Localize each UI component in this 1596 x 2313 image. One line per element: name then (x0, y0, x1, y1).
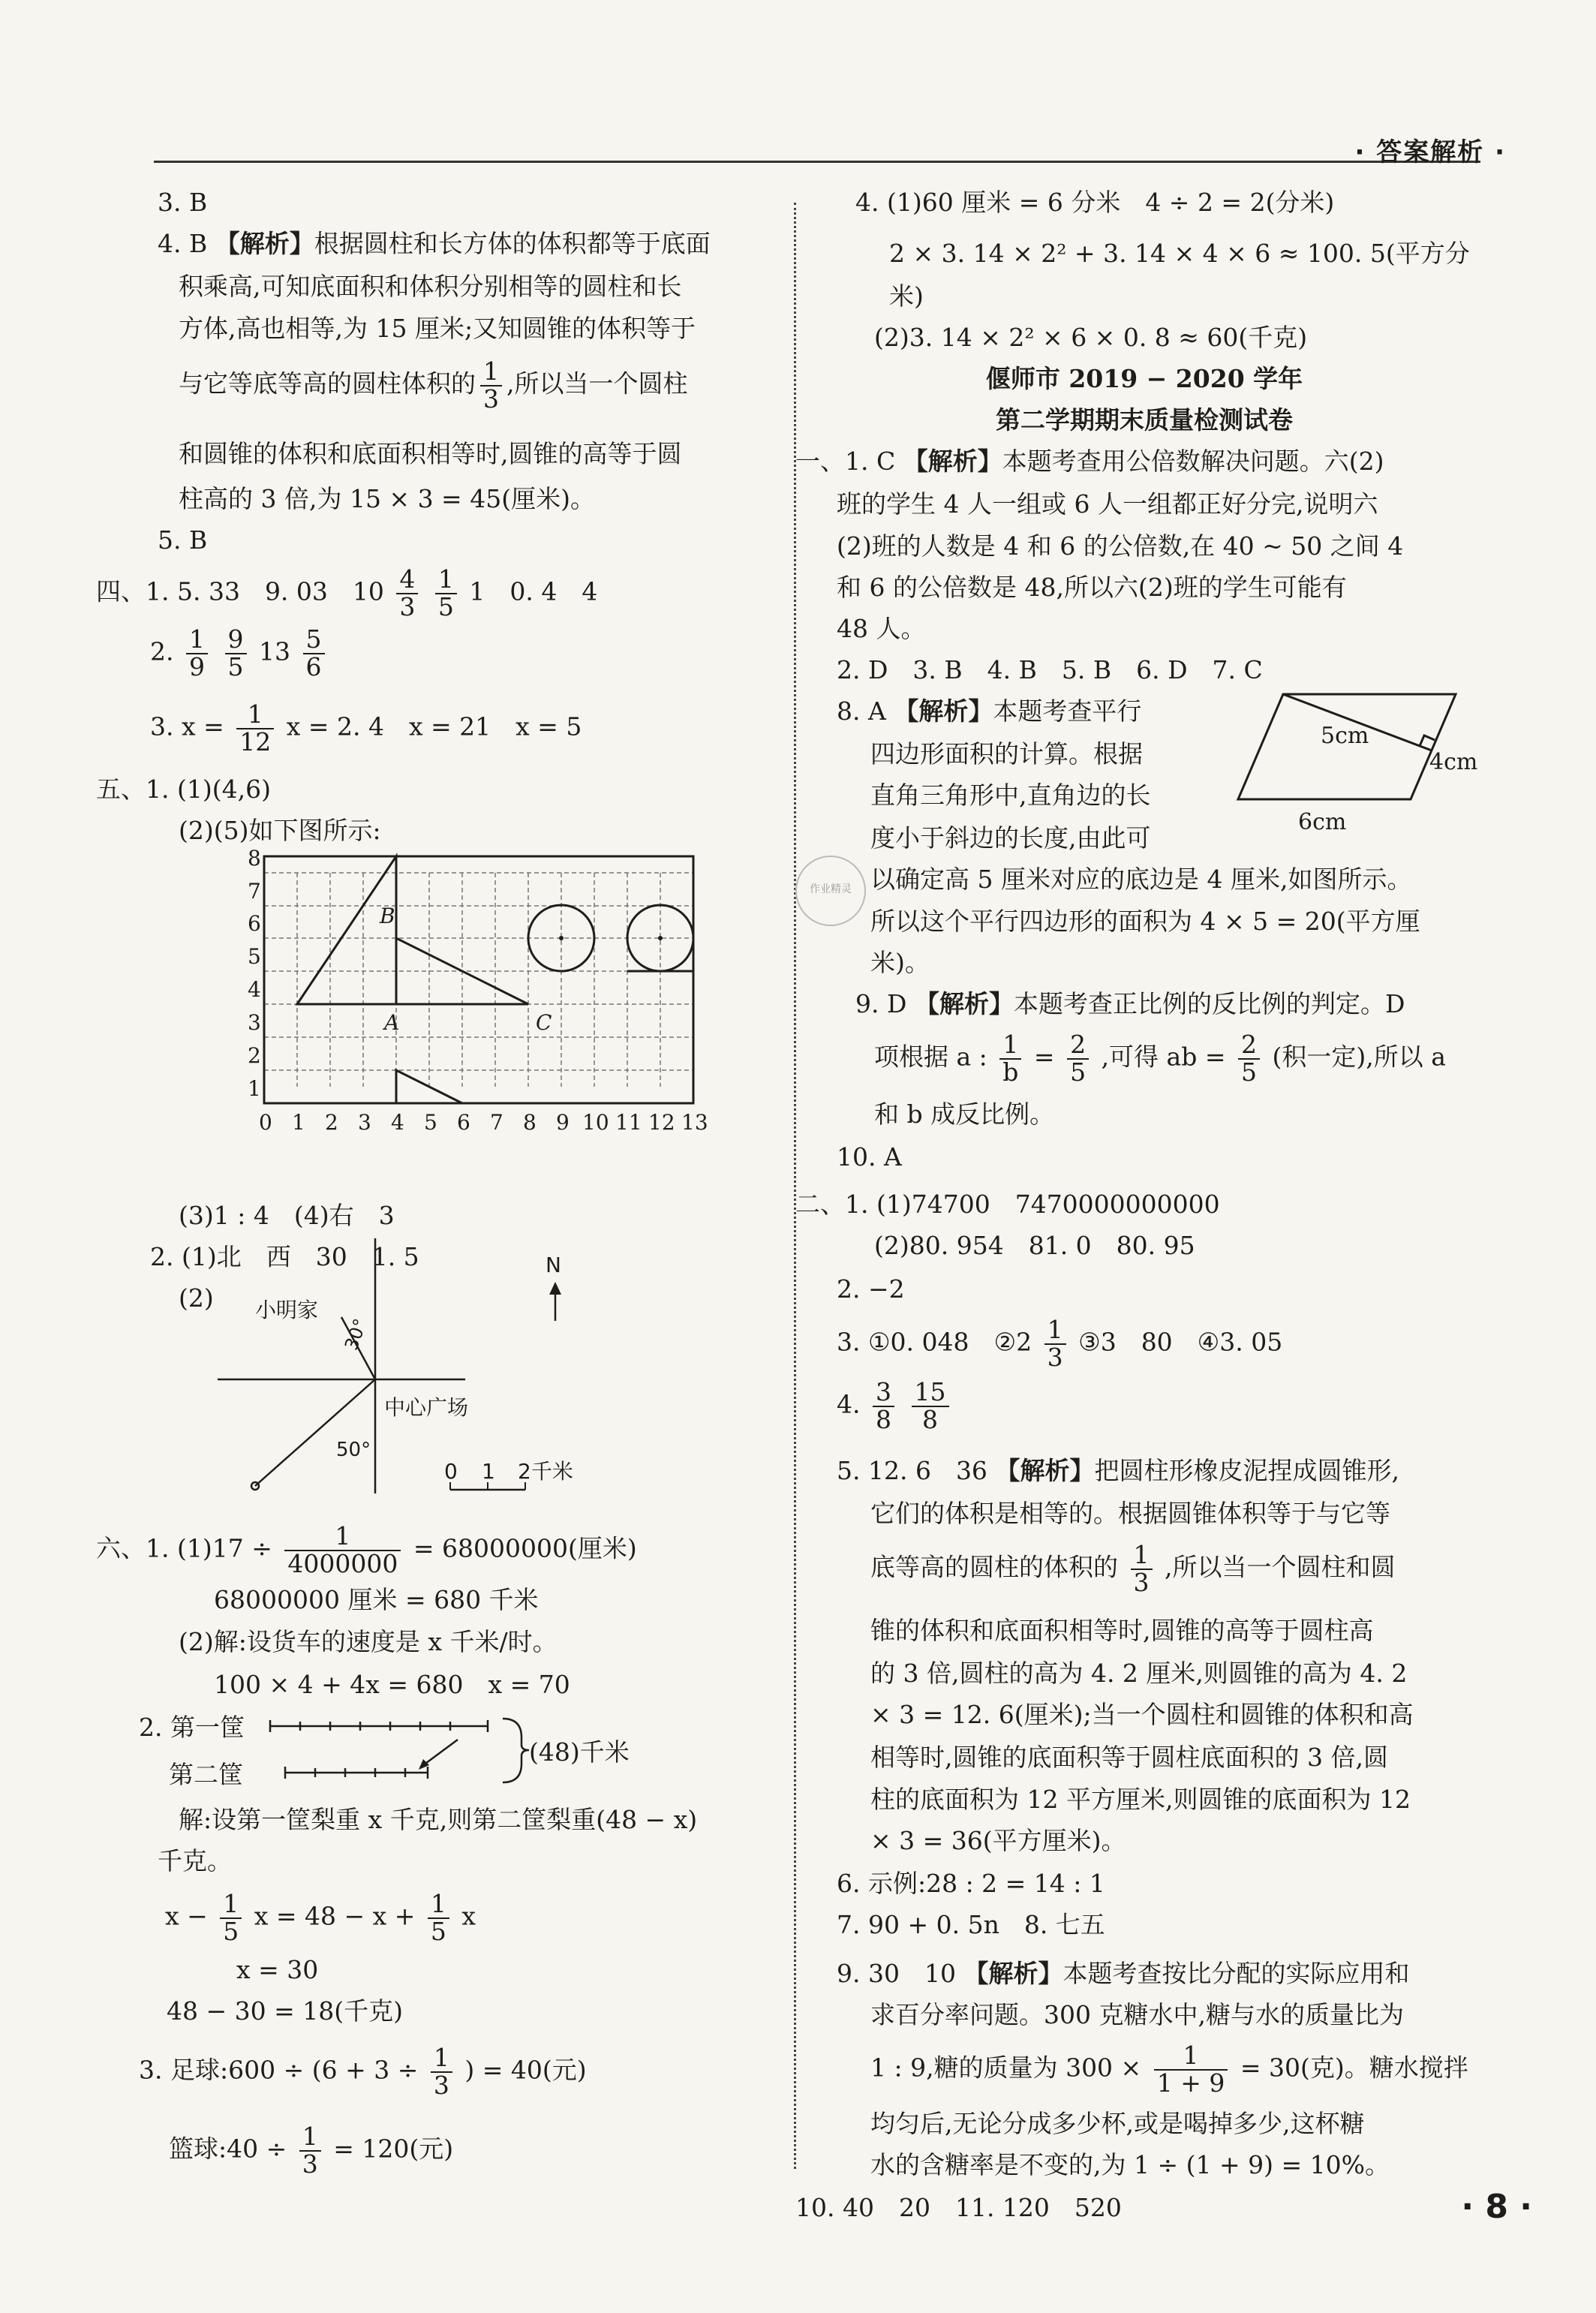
answer-4-line-3: 方体,高也相等,为 15 厘米;又知圆锥的体积等于 (179, 314, 696, 343)
column-divider (794, 203, 796, 2169)
exam-title-1: 偃师市 2019 − 2020 学年 (985, 364, 1303, 393)
section-5-q1-3: (3)1 : 4 (4)右 3 (179, 1201, 395, 1230)
y-tick: 8 (248, 848, 261, 871)
home-label: 小明家 (255, 1298, 319, 1322)
x-tick: 10 (582, 1110, 609, 1135)
exam-s2-q5-line-1: 5. 12. 6 36 【解析】把圆柱形橡皮泥捏成圆锥形, (837, 1456, 1399, 1485)
exam-q1-line-2: 班的学生 4 人一组或 6 人一组都正好分完,说明六 (837, 489, 1378, 519)
x-tick: 3 (358, 1110, 371, 1135)
page-number: · 8 · (1461, 2188, 1532, 2226)
section-5-q1-2: (2)(5)如下图所示: (179, 816, 381, 845)
y-tick: 6 (248, 911, 261, 936)
y-tick: 5 (248, 944, 261, 969)
parallelogram-figure (1223, 683, 1486, 833)
exam-s2-q9-line-4: 均匀后,无论分成多少杯,或是喝掉多少,这杯糖 (870, 2109, 1365, 2138)
x-tick: 2 (325, 1110, 338, 1135)
section-6-q2-total: (48)千米 (529, 1737, 630, 1767)
exam-q8-line-6: 所以这个平行四边形的面积为 4 × 5 = 20(平方厘 (870, 907, 1420, 936)
exam-s2-q5-line-3: 底等高的圆柱的体积的 $\frac{1}{3}$ ,所以当一个圆柱和圆 (870, 1540, 1396, 1597)
point-a-label: A (384, 1010, 400, 1035)
point-c-label: C (536, 1010, 552, 1035)
direction-map-figure (210, 1231, 630, 1516)
scale-0: 0 (444, 1459, 458, 1484)
section-4-q3: 3. x = $\frac{1}{12}$ x = 2. 4 x = 21 x = 5 (150, 699, 582, 756)
answer-4-line-2: 积乘高,可知底面积和体积分别相等的圆柱和长 (179, 272, 682, 301)
section-6-q2-label-2: 第二筐 (169, 1760, 243, 1789)
exam-q2-q7: 2. D 3. B 4. B 5. B 6. D 7. C (837, 655, 1263, 684)
exam-q10: 10. A (837, 1142, 902, 1172)
exam-q1-line-1: 一、1. C 【解析】本题考查用公倍数解决问题。六(2) (795, 447, 1384, 476)
section-4-q1: 四、1. 5. 33 9. 03 10 $\frac{4}{3}$ $\frac{1}{5}$ 1 0. 4 4 (96, 564, 598, 621)
section-6-q2-line-4: x = 30 (236, 1955, 319, 1984)
section-6-q2-line-2: 千克。 (158, 1846, 232, 1875)
x-tick: 4 (391, 1110, 404, 1135)
x-tick: 8 (523, 1110, 537, 1135)
length-4cm: 4cm (1429, 749, 1478, 775)
section-6-q2-line-3: x − $\frac{1}{5}$ x = 48 − x + $\frac{1}{5}$ x (165, 1889, 476, 1946)
section-6-q1-2: 68000000 厘米 = 680 千米 (214, 1585, 539, 1614)
section-6-q2-label-1: 2. 第一筐 (139, 1713, 245, 1742)
exam-s2-q5-line-9: × 3 = 36(平方厘米)。 (870, 1826, 1126, 1855)
answer-4-line-1: 4. B 【解析】根据圆柱和长方体的体积都等于底面 (158, 229, 711, 258)
exam-s2-q9-line-5: 水的含糖率是不变的,为 1 ÷ (1 + 9) = 10%。 (870, 2150, 1390, 2179)
triangle-scaled (396, 1070, 462, 1103)
length-5cm: 5cm (1321, 723, 1369, 749)
exam-s2-q9-line-3: 1 : 9,糖的质量为 300 × $\frac{1}{1 + 9}$ = 30(克)。糖水搅拌 (870, 2041, 1468, 2098)
y-tick: 7 (248, 879, 261, 904)
scale-1: 1 (482, 1459, 495, 1484)
x-tick: 1 (292, 1110, 305, 1135)
point-b-label: B (380, 904, 395, 928)
coordinate-grid-figure (248, 848, 713, 1171)
angle-30-label: 30° (340, 1316, 371, 1353)
exam-s2-q5-line-5: 的 3 倍,圆柱的高为 4. 2 厘米,则圆锥的高为 4. 2 (870, 1659, 1408, 1688)
y-tick: 2 (248, 1043, 261, 1068)
exam-q9-line-2: 项根据 a : $\frac{1}{b}$ = $\frac{2}{5}$ ,可得 ab = $\frac{2}{5}$ (积一定),所以 a (874, 1030, 1446, 1087)
r-q4-line-4: (2)3. 14 × 2² × 6 × 0. 8 ≈ 60(千克) (874, 323, 1308, 352)
x-tick: 13 (681, 1110, 708, 1135)
angle-50-label: 50° (336, 1439, 371, 1461)
exam-s2-q10-q11: 10. 40 20 11. 120 520 (795, 2193, 1122, 2222)
section-4-q2: 2. $\frac{1}{9}$ $\frac{9}{5}$ 13 $\frac{5}{6}$ (150, 627, 329, 680)
section-6-q1-1: 六、1. (1)17 ÷ $\frac{1}{4000000}$ = 68000000(厘米) (96, 1521, 637, 1578)
exam-s2-q7-q8: 7. 90 + 0. 5n 8. 七五 (837, 1910, 1105, 1939)
exam-s2-q5-line-8: 柱的底面积为 12 平方厘米,则圆锥的底面积为 12 (870, 1785, 1411, 1814)
section-6-q2-line-5: 48 − 30 = 18(千克) (167, 1996, 403, 2026)
exam-q9-line-3: 和 b 成反比例。 (874, 1099, 1055, 1129)
section-6-q1-4: 100 × 4 + 4x = 680 x = 70 (214, 1670, 570, 1699)
exam-s2-q1-line-1: 二、1. (1)74700 7470000000000 (795, 1190, 1220, 1219)
exam-q8-line-4: 度小于斜边的长度,由此可 (870, 823, 1151, 853)
x-tick: 7 (490, 1110, 503, 1135)
answer-4-line-6: 柱高的 3 倍,为 15 × 3 = 45(厘米)。 (179, 484, 595, 513)
section-5-q1-1: 五、1. (1)(4,6) (96, 775, 271, 804)
x-tick: 11 (615, 1110, 642, 1135)
y-tick: 4 (248, 977, 261, 1002)
exam-q1-line-4: 和 6 的公倍数是 48,所以六(2)班的学生可能有 (837, 573, 1347, 602)
section-5-q2-1: 2. (1)北 西 30 1. 5 (150, 1242, 419, 1271)
r-q4-line-3: 米) (889, 281, 924, 311)
header-title: · 答案解析 · (1354, 137, 1506, 167)
r-q4-line-2: 2 × 3. 14 × 2² + 3. 14 × 4 × 6 ≈ 100. 5(平方分 (889, 239, 1470, 268)
x-tick: 0 (259, 1110, 272, 1135)
exam-q1-line-5: 48 人。 (837, 614, 926, 643)
exam-s2-q2: 2. −2 (837, 1274, 905, 1304)
exam-s2-q6: 6. 示例:28 : 2 = 14 : 1 (837, 1869, 1105, 1898)
center-label: 中心广场 (384, 1395, 469, 1420)
exam-s2-q5-line-7: 相等时,圆锥的底面积等于圆柱底面积的 3 倍,圆 (870, 1743, 1388, 1772)
exam-q8-line-5: 以确定高 5 厘米对应的底边是 4 厘米,如图所示。 (870, 865, 1412, 894)
exam-q8-line-7: 米)。 (870, 948, 930, 977)
section-6-q3-line-2: 篮球:40 ÷ $\frac{1}{3}$ = 120(元) (169, 2122, 454, 2179)
answer-5: 5. B (158, 525, 208, 555)
section-6-q1-3: (2)解:设货车的速度是 x 千米/时。 (179, 1627, 558, 1656)
exam-s2-q5-line-4: 锥的体积和底面积相等时,圆锥的高等于圆柱高 (870, 1616, 1374, 1645)
exam-s2-q5-line-2: 它们的体积是相等的。根据圆锥体积等于与它等 (870, 1499, 1390, 1528)
exam-q9-line-1: 9. D 【解析】本题考查正比例的反比例的判定。D (855, 989, 1405, 1018)
exam-s2-q4: 4. $\frac{3}{8}$ $\frac{15}{8}$ (837, 1379, 954, 1433)
exam-title-2: 第二学期期末质量检测试卷 (996, 405, 1293, 435)
triangle-original (297, 856, 396, 1004)
exam-s2-q9-line-2: 求百分率问题。300 克糖水中,糖与水的质量比为 (870, 2000, 1404, 2029)
y-tick: 1 (248, 1076, 261, 1101)
watermark-stamp: 作业精灵 (795, 856, 866, 926)
header-rule (154, 161, 1480, 163)
x-tick: 5 (424, 1110, 437, 1135)
x-tick: 9 (556, 1110, 570, 1135)
answer-3: 3. B (158, 188, 208, 217)
x-tick: 12 (648, 1110, 675, 1135)
exam-q1-line-3: (2)班的人数是 4 和 6 的公倍数,在 40 ~ 50 之间 4 (837, 531, 1404, 561)
section-6-q3-line-1: 3. 足球:600 ÷ (6 + 3 ÷ $\frac{1}{3}$ ) = 40(元) (139, 2043, 587, 2100)
north-label: N (546, 1253, 561, 1277)
exam-q8-line-3: 直角三角形中,直角边的长 (870, 781, 1151, 810)
fraction: $\frac{1}{3}$ (480, 359, 502, 412)
exam-s2-q5-line-6: × 3 = 12. 6(厘米);当一个圆柱和圆锥的体积和高 (870, 1700, 1414, 1729)
section-5-q2-2: (2) (179, 1283, 214, 1313)
answer-4-line-5: 和圆锥的体积和底面积相等时,圆锥的高等于圆 (179, 439, 682, 468)
section-6-q2-line-1: 解:设第一筐梨重 x 千克,则第二筐梨重(48 − x) (179, 1805, 698, 1834)
exam-q8-line-2: 四边形面积的计算。根据 (870, 739, 1143, 768)
exam-q8-line-1: 8. A 【解析】本题考查平行 (837, 696, 1142, 726)
answer-4-line-4: 与它等底等高的圆柱体积的 $\frac{1}{3}$ ,所以当一个圆柱 (179, 356, 688, 414)
r-q4-line-1: 4. (1)60 厘米 = 6 分米 4 ÷ 2 = 2(分米) (855, 188, 1335, 217)
scale-2: 2千米 (518, 1459, 573, 1484)
exam-s2-q3: 3. ①0. 048 ②2 $\frac{1}{3}$ ③3 80 ④3. 05 (837, 1315, 1283, 1372)
length-6cm: 6cm (1298, 809, 1347, 833)
x-tick: 6 (457, 1110, 470, 1135)
exam-s2-q9-line-1: 9. 30 10 【解析】本题考查按比分配的实际应用和 (837, 1959, 1410, 1988)
exam-s2-q1-line-2: (2)80. 954 81. 0 80. 95 (874, 1231, 1195, 1260)
y-tick: 3 (248, 1010, 261, 1035)
